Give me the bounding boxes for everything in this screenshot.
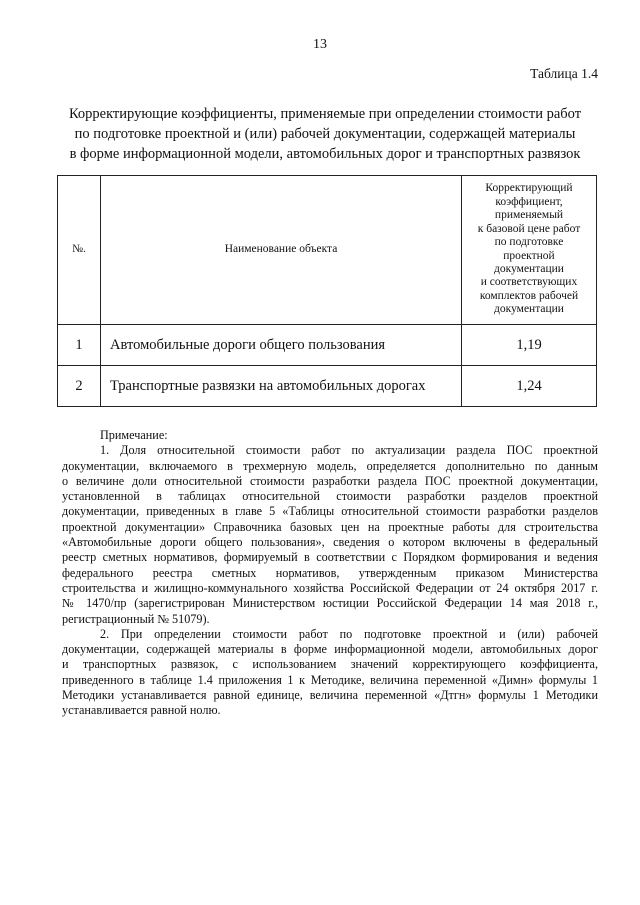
note-line: строительства и жилищно-коммунального хозяйства Российской Федерации от 24 октября 2017 г. — [62, 580, 598, 595]
row-coefficient: 1,24 — [462, 366, 597, 407]
note-line: Методики устанавливается равной единице, величина переменной «Дтгн» формулы 1 Методики — [62, 688, 598, 703]
row-number: 2 — [58, 366, 101, 407]
header-coefficient-line: документации — [494, 262, 564, 275]
table-title — [55, 104, 595, 164]
row-name: Транспортные развязки на автомобильных дорогах — [101, 366, 462, 407]
note-line: приведенного в таблице 1.4 приложения 1 к Методике, величина переменной «Димн» формулы 1 — [62, 672, 598, 687]
header-coefficient-line: комплектов рабочей — [479, 289, 579, 302]
table-row — [58, 366, 597, 407]
note-line: документации, содержащей материалы в форме информационной модели, автомобильных дорог — [62, 642, 598, 657]
row-number: 1 — [58, 325, 101, 366]
header-coefficient-line: Корректирующий — [485, 182, 573, 195]
header-name: Наименование объекта — [101, 176, 462, 325]
note-line: документации, включаемого в трехмерную модель, определяется дополнительно по данным — [62, 458, 598, 473]
note-line: регистрационный № 51079). — [62, 611, 210, 626]
note-line: реестр сметных нормативов, формируемый в соответствии с Порядком формирования и ведения — [62, 550, 598, 565]
notes-heading: Примечание: — [100, 428, 168, 442]
note-line: устанавливается равной нолю. — [62, 703, 221, 718]
title-line: в форме информационной модели, автомобильных дорог и транспортных развязок — [69, 146, 581, 162]
table-header-row — [58, 176, 597, 325]
header-coefficient-line: применяемый — [494, 209, 564, 222]
table-row — [58, 325, 597, 366]
row-name: Автомобильные дороги общего пользования — [101, 325, 462, 366]
note-line: № 1470/пр (зарегистрирован Министерством юстиции Российской Федерации 14 мая 2018 г., — [62, 596, 598, 611]
table-label: Таблица 1.4 — [530, 66, 598, 81]
header-number: №. — [58, 176, 101, 325]
notes-section — [62, 428, 598, 719]
note-line: проектной документации» Справочника базовых цен на проектные работы для строительства — [62, 519, 598, 534]
header-coefficient-line: коэффициент, — [495, 195, 563, 208]
note-line: «Автомобильные дороги общего пользования», сведения о котором включены в федеральный — [62, 535, 598, 550]
page-number: 13 — [313, 37, 327, 52]
coefficients-table — [57, 175, 597, 407]
note-line: 1. Доля относительной стоимости работ по актуализации раздела ПОС проектной — [100, 443, 598, 458]
row-coefficient: 1,19 — [462, 325, 597, 366]
header-coefficient — [462, 176, 597, 325]
note-line: о величине доли относительной стоимости разработки раздела ПОС проектной документации, — [62, 473, 598, 488]
note-line: установленной в таблицах относительной стоимости разработки разделов проектной — [62, 489, 598, 504]
note-line: документации, приведенных в главе 5 «Таблицы относительной стоимости разработки разделов — [62, 504, 598, 519]
header-coefficient-line: к базовой цене работ — [477, 222, 581, 235]
title-line: Корректирующие коэффициенты, применяемые при определении стоимости работ — [68, 106, 582, 122]
header-coefficient-line: документации — [494, 303, 564, 316]
header-coefficient-line: проектной — [503, 249, 555, 262]
header-coefficient-line: по подготовке — [494, 236, 564, 249]
title-line: по подготовке проектной и (или) рабочей документации, содержащей материалы — [74, 126, 576, 142]
note-line: федерального реестра сметных нормативов, утвержденным приказом Министерства — [62, 565, 598, 580]
note-line: 2. При определении стоимости работ по подготовке проектной и (или) рабочей — [100, 626, 598, 641]
header-coefficient-line: и соответствующих — [480, 276, 578, 289]
note-line: и транспортных развязок, с использованием значений корректирующего коэффициента, — [62, 657, 598, 672]
